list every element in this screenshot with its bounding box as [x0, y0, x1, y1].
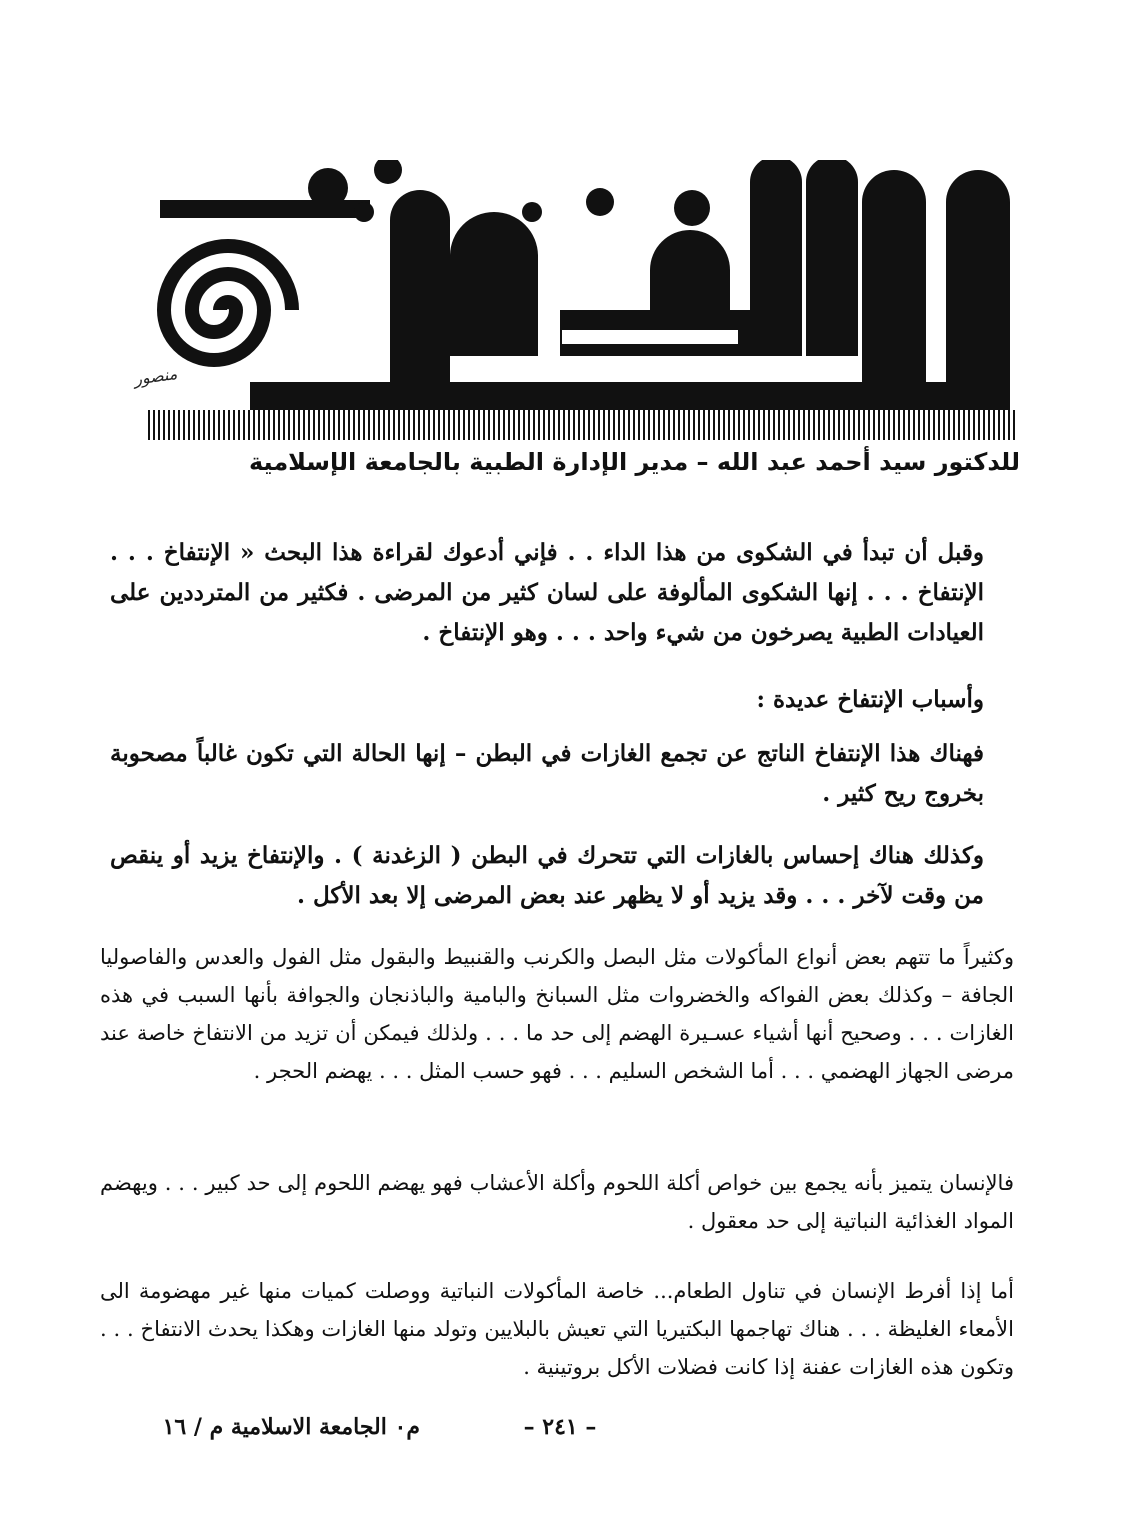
paragraph-causes-heading: وأسباب الإنتفاخ عديدة : [756, 686, 984, 713]
footer-reference: م٠ الجامعة الاسلامية م / ١٦ [162, 1414, 420, 1440]
decorative-stripe-divider [148, 410, 1018, 440]
paragraph-gas-movement: وكذلك هناك إحساس بالغازات التي تتحرك في البطن ( الزغدنة ) . والإنتفاخ يزيد أو ينقص من وقت لآخر . . . وقد يزيد أو لا يظهر عند بعض المرضى إلا بعد الأكل . [110, 842, 984, 909]
paragraph-foods: وكثيراً ما تتهم بعض أنواع المأكولات مثل البصل والكرنب والقنبيط والبقول مثل الفول والعدس والفاصوليا الجافة – وكذلك بعض الفواكه والخضروات مثل السبانخ والبامية والباذنجان والجوافة بأنها السبب في هذه الغازات . . . وصحيح أنها أشياء عسـيرة الهضم إلى حد ما . . . ولذلك فيمكن أن تزيد من الانتفاخ خاصة عند مرضى الجهاز الهضمي . . . أما الشخص السليم . . . فهو حسب المثل . . . يهضم الحجر . [100, 945, 1014, 1083]
paragraph-intro: وقبل أن تبدأ في الشكوى من هذا الداء . . فإني أدعوك لقراءة هذا البحث « الإنتفاخ . . . الإنتفاخ . . . إنها الشكوى المألوفة على لسان كثير من المرضى . فكثير من المترددين على العيادات الطبية يصرخون من شيء واحد . . . وهو الإنتفاخ . [110, 539, 984, 646]
paragraph-gas-accumulation: فهناك هذا الإنتفاخ الناتج عن تجمع الغازات في البطن – إنها الحالة التي تكون غالباً مصحوبة بخروج ريح كثير . [110, 740, 984, 807]
page-number: – ٢٤١ – [523, 1414, 597, 1440]
paragraph-overeating: أما إذا أفرط الإنسان في تناول الطعام... خاصة المأكولات النباتية ووصلت كميات منها غير مهضومة الى الأمعاء الغليظة . . . هناك تهاجمها البكتيريا التي تعيش بالبلايين وتولد منها الغازات وهكذا يحدث الانتفاخ . . . وتكون هذه الغازات عفنة إذا كانت فضلات الأكل بروتينية . [100, 1279, 1014, 1379]
paragraph-digestion: فالإنسان يتميز بأنه يجمع بين خواص أكلة اللحوم وأكلة الأعشاب فهو يهضم اللحوم إلى حد كبير . . . ويهضم المواد الغذائية النباتية إلى حد معقول . [100, 1171, 1014, 1233]
author-byline: للدكتور سيد أحمد عبد الله – مدير الإدارة الطبية بالجامعة الإسلامية [248, 448, 1020, 476]
title-artwork [120, 160, 1010, 420]
artist-signature: منصور [132, 363, 179, 389]
